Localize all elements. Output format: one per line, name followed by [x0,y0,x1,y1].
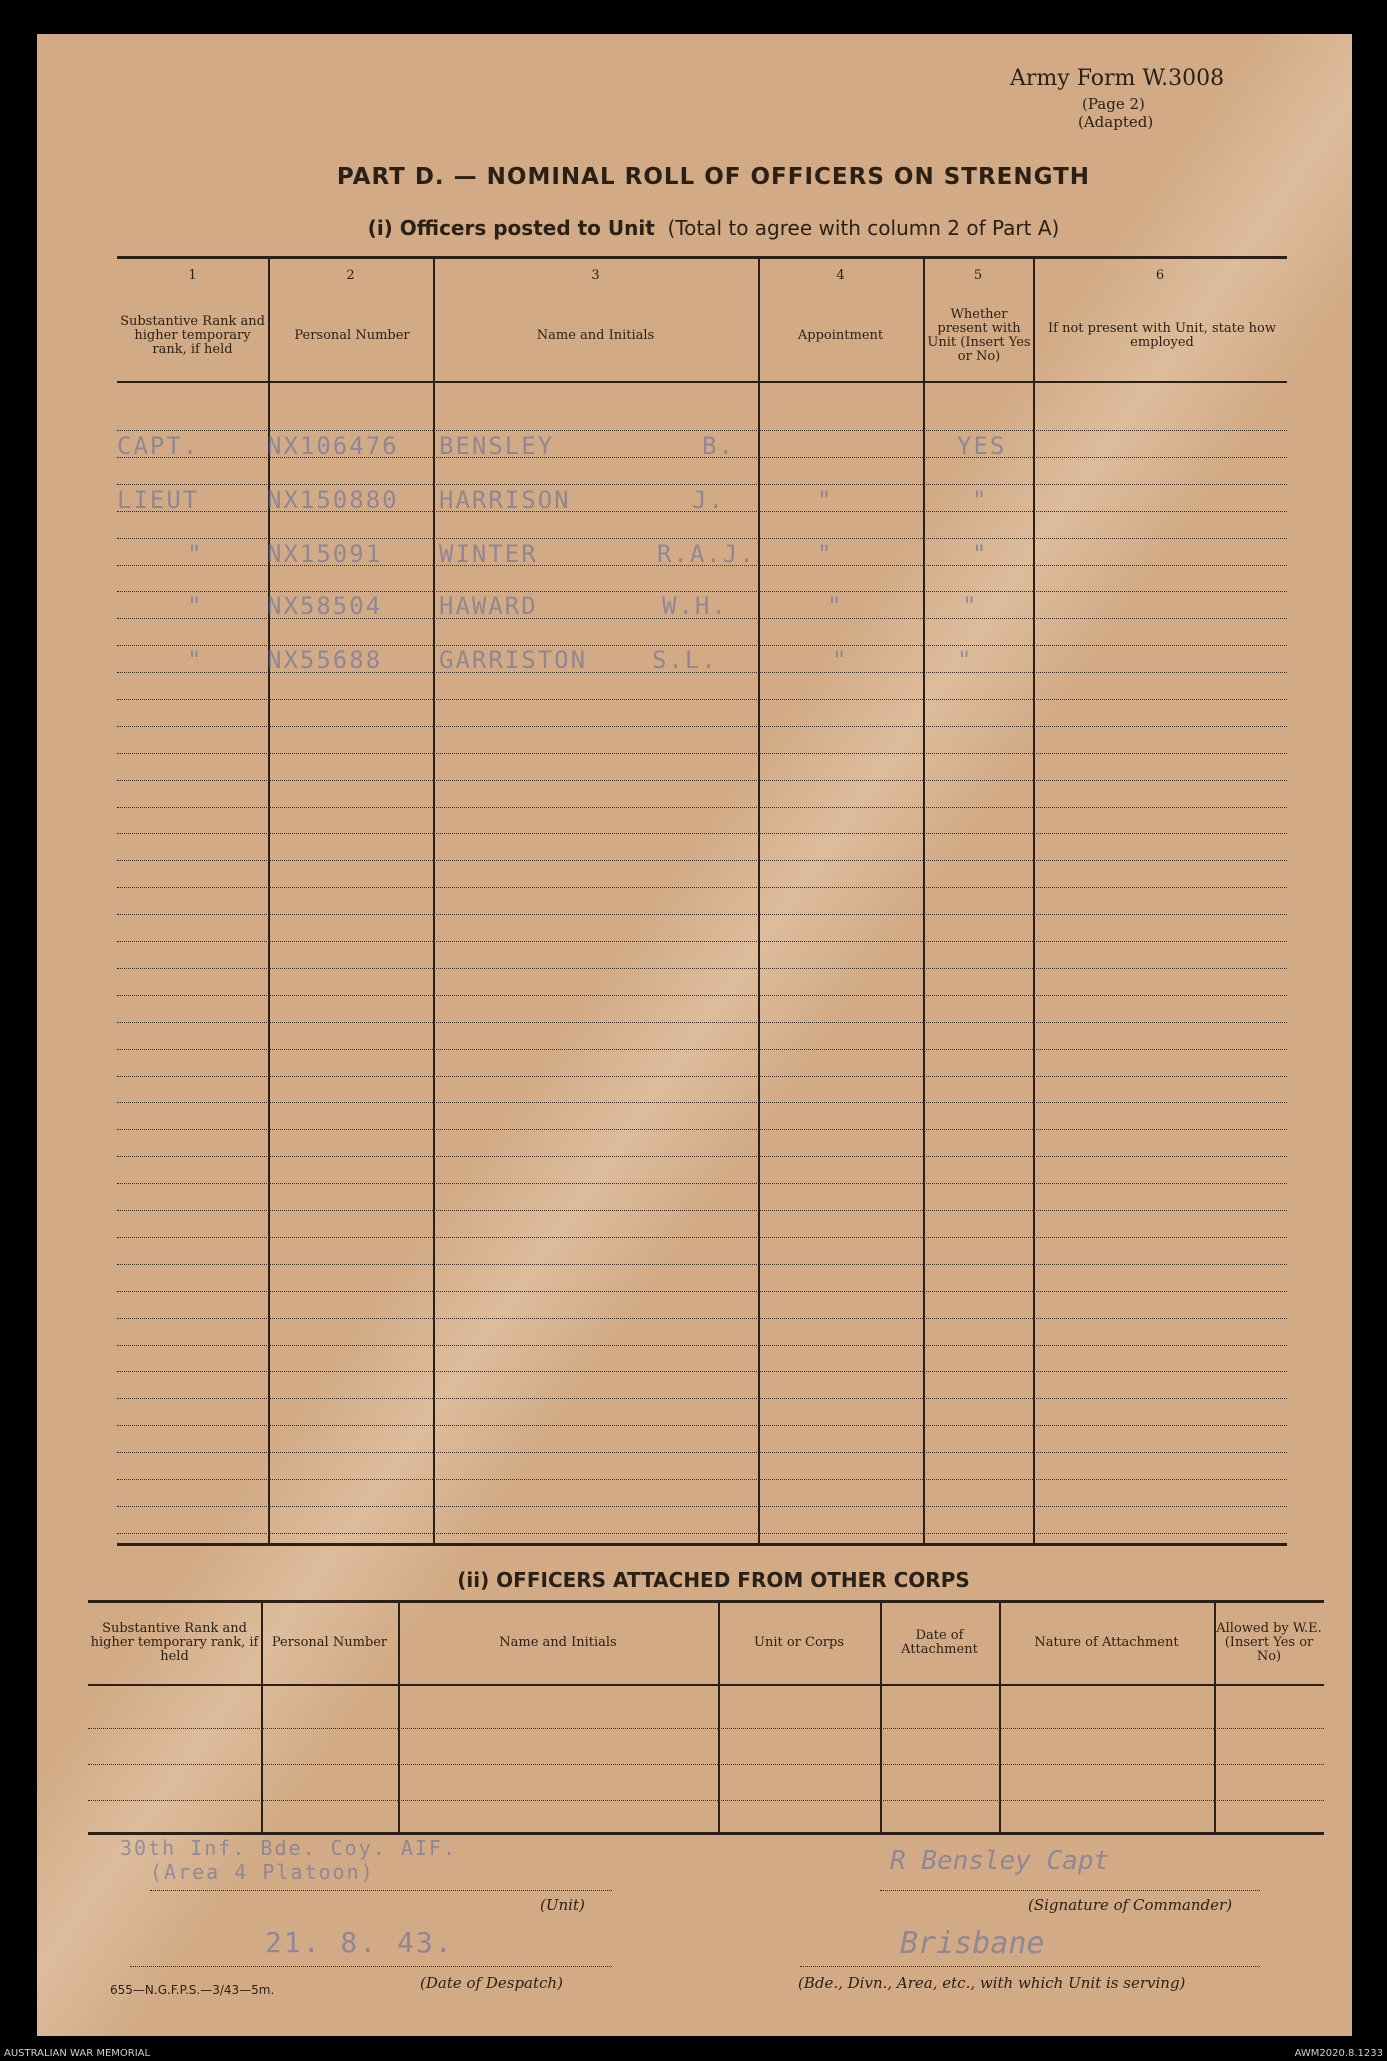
t2-header-allowed: Allowed by W.E. (Insert Yes or No) [1216,1621,1322,1664]
t2-row [88,1764,1324,1765]
col-header-employed: If not present with Unit, state how employed [1048,321,1276,350]
table2-title: (ii) OFFICERS ATTACHED FROM OTHER CORPS [457,1568,970,1592]
t2-header-unit-corps: Unit or Corps [754,1635,844,1650]
t2-header-date-attachment: Date of Attachment [901,1628,978,1657]
ruled-row [117,968,1287,969]
entry-rank: " [187,540,204,568]
table2-top-border [88,1600,1324,1603]
col-number-1: 1 [188,268,197,283]
table-bottom-border [117,1543,1287,1546]
ruled-row [117,807,1287,808]
col-divider [758,256,760,1546]
entry-number: NX55688 [267,646,383,674]
ruled-row [117,1210,1287,1211]
ruled-row [117,1156,1287,1157]
ruled-row [117,1022,1287,1023]
col-divider [923,256,925,1546]
table2-header-border [88,1684,1324,1686]
date-value: 21. 8. 43. [265,1926,454,1959]
col-header-personal-number: Personal Number [294,328,410,343]
area-line [800,1966,1260,1967]
entry-name: HAWARD [439,592,538,620]
t2-row [88,1728,1324,1729]
table-top-border [117,256,1287,259]
col-number-4: 4 [836,268,845,283]
entry-appointment: " [832,646,849,674]
entry-name: WINTER [439,540,538,568]
entry-number: NX58504 [267,592,383,620]
section-subtitle-bold: (i) Officers posted to Unit [367,216,655,240]
col-divider [433,256,435,1546]
ruled-row [117,1371,1287,1372]
ruled-row [117,726,1287,727]
date-line [130,1966,612,1967]
col-number-3: 3 [591,268,600,283]
t2-header-personal-number: Personal Number [271,1635,388,1650]
ruled-row [117,995,1287,996]
entry-rank: " [187,592,204,620]
ruled-row [117,833,1287,834]
t2-row [88,1800,1324,1801]
ruled-row [117,430,1287,431]
ruled-row [117,1237,1287,1238]
officers-attached-table [88,1600,1324,1836]
ruled-row [117,538,1287,539]
form-id: Army Form W.3008 [1010,66,1225,91]
officers-posted-table [117,256,1287,1548]
ruled-row [117,941,1287,942]
ruled-row [117,1345,1287,1346]
ruled-row [117,1506,1287,1507]
t2-header-name: Name and Initials [499,1635,617,1650]
entry-present: " [972,486,989,514]
col-header-name: Name and Initials [536,328,655,343]
archive-reference: AWM2020.8.1233 [1294,2048,1383,2059]
entry-initials: S.L. [652,646,718,674]
form-page-number: (Page 2) [1082,95,1145,113]
ruled-row [117,753,1287,754]
entry-number: NX150880 [267,486,399,514]
col-divider [1033,256,1035,1546]
entry-name: BENSLEY [439,432,555,460]
ruled-row [117,1318,1287,1319]
entry-present: " [962,592,979,620]
entry-rank: " [187,646,204,674]
entry-rank: LIEUT [117,486,200,514]
entry-appointment: " [817,486,834,514]
entry-name: HARRISON [439,486,571,514]
entry-initials: J. [692,486,725,514]
entry-initials: B. [702,432,735,460]
ruled-row [117,1076,1287,1077]
section-subtitle-note: (Total to agree with column 2 of Part A) [667,216,1060,240]
form-adapted-note: (Adapted) [1078,113,1154,131]
unit-line [150,1890,612,1891]
date-label: (Date of Despatch) [420,1974,563,1992]
col-number-6: 6 [1155,268,1165,283]
ruled-row [117,1425,1287,1426]
section-subtitle [0,216,1387,240]
unit-value-line1: 30th Inf. Bde. Coy. AIF. [120,1836,457,1860]
area-value: Brisbane [900,1926,1045,1961]
signature-line [880,1890,1260,1891]
ruled-row [117,1264,1287,1265]
entry-rank: CAPT. [117,432,200,460]
entry-initials: W.H. [662,592,728,620]
entry-number: NX106476 [267,432,399,460]
part-title: PART D. — NOMINAL ROLL OF OFFICERS ON STRENGTH [336,164,1091,190]
ruled-row [117,1479,1287,1480]
signature-label: (Signature of Commander) [1028,1896,1233,1914]
table2-bottom-border [88,1832,1324,1835]
ruled-row [117,1533,1287,1534]
t2-header-rank: Substantive Rank and higher temporary rank, if held [90,1621,259,1664]
ruled-row [117,780,1287,781]
ruled-row [117,860,1287,861]
unit-label: (Unit) [540,1896,585,1914]
ruled-row [117,1291,1287,1292]
ruled-row [117,1452,1287,1453]
ruled-row [117,1129,1287,1130]
entry-appointment: " [827,592,844,620]
ruled-row [117,1398,1287,1399]
col-header-present: Whether present with Unit (Insert Yes or No) [927,307,1031,364]
area-label: (Bde., Divn., Area, etc., with which Unit is serving) [798,1974,1186,1992]
ruled-row [117,914,1287,915]
entry-present: " [957,646,974,674]
ruled-row [117,1102,1287,1103]
entry-number: NX15091 [267,540,383,568]
ruled-row [117,1049,1287,1050]
col-header-appointment: Appointment [797,328,884,343]
entry-present: " [972,540,989,568]
col-number-2: 2 [346,268,355,283]
printer-imprint: 655—N.G.F.P.S.—3/43—5m. [110,1983,275,1997]
ruled-row [117,887,1287,888]
entry-appointment: " [817,540,834,568]
entry-name: GARRISTON [439,646,588,674]
unit-value-line2: (Area 4 Platoon) [150,1860,375,1884]
signature-value: R Bensley Capt [890,1846,1110,1876]
ruled-row [117,484,1287,485]
archive-credit: AUSTRALIAN WAR MEMORIAL [4,2048,151,2059]
header-bottom-border [117,381,1287,383]
ruled-row [117,699,1287,700]
col-header-rank: Substantive Rank and higher temporary rank, if held [120,314,265,357]
t2-header-nature: Nature of Attachment [1034,1635,1179,1650]
col-number-5: 5 [973,268,983,283]
entry-initials: R.A.J. [657,540,756,568]
ruled-row [117,1183,1287,1184]
entry-present: YES [957,432,1007,460]
